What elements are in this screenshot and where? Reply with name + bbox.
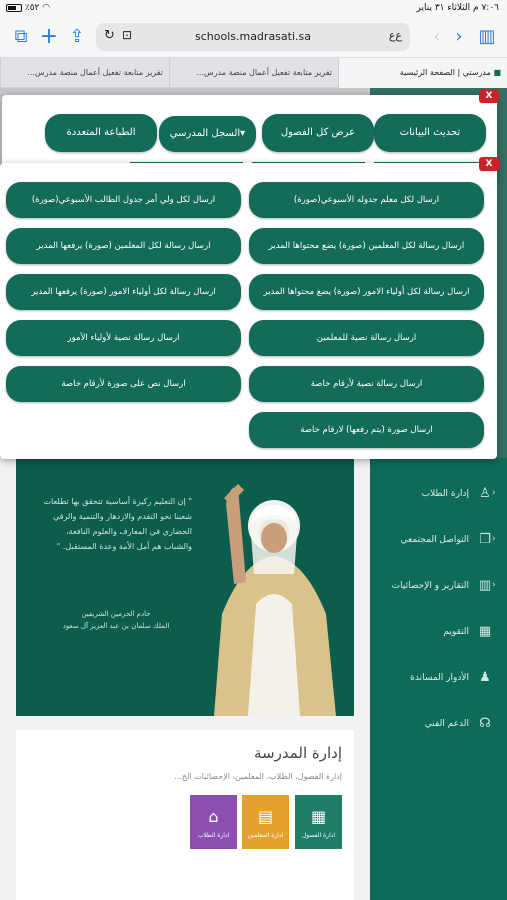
- calendar-icon: ▦: [310, 807, 327, 826]
- sidebar-item-label: التواصل المجتمعي: [400, 535, 469, 545]
- tile-teachers[interactable]: [242, 795, 289, 849]
- send-parents-image-compose-button[interactable]: ارسال رسالة لكل أولياء الامور (صورة) يضع محتواها المدير: [249, 274, 484, 310]
- close-popup-top-button[interactable]: X: [479, 89, 499, 103]
- sidebar-item-reports[interactable]: [370, 576, 507, 600]
- sidebar-item-student-management[interactable]: [370, 484, 507, 508]
- headset-icon: ☊: [479, 716, 491, 731]
- time-date: ٧:٠٦ م الثلاثاء ٣١ يناير: [416, 3, 499, 13]
- tile-students[interactable]: [190, 795, 237, 849]
- send-parents-text-button[interactable]: ارسال رسالة نصية لأولياء الأمور: [6, 320, 241, 356]
- sidebar-item-label: إدارة الطلاب: [421, 489, 469, 499]
- send-messages-popup: [0, 159, 497, 459]
- school-record-dropdown[interactable]: [159, 116, 256, 152]
- tile-label: ادارة الفصول: [301, 832, 336, 839]
- user-support-icon: ♟: [479, 670, 491, 685]
- tile-label: ادارة الطلاب: [197, 832, 230, 839]
- chevron-down-icon: ▾: [240, 128, 246, 139]
- document-icon: ▤: [257, 807, 274, 826]
- tab-bar: [0, 58, 507, 88]
- share-icon[interactable]: ⇪: [69, 26, 85, 47]
- sidebar-item-tech-support[interactable]: [370, 714, 507, 738]
- battery-icon: [6, 4, 22, 12]
- sidebar-item-label: التقارير و الإحصائيات: [391, 581, 469, 591]
- tab-label: مدرستي | الصفحة الرئيسية: [399, 68, 491, 77]
- forward-icon[interactable]: ‹: [433, 26, 441, 47]
- graduation-cap-icon: ⌂: [208, 807, 219, 826]
- url-text: schools.madrasati.sa: [194, 30, 311, 43]
- school-management-card: [16, 730, 354, 900]
- status-bar: [0, 0, 507, 18]
- calendar-icon: ▦: [478, 624, 492, 639]
- student-icon: ♙: [479, 486, 491, 501]
- tab-report-1[interactable]: [169, 58, 338, 88]
- sidebar-item-calendar[interactable]: [370, 622, 507, 646]
- multi-print-button[interactable]: الطباعة المتعددة: [45, 114, 157, 152]
- hero-banner: [16, 458, 354, 716]
- card-title: إدارة المدرسة: [253, 744, 342, 762]
- sidebar-item-label: التقويم: [443, 627, 469, 637]
- reload-icon[interactable]: ↻: [104, 28, 115, 43]
- sidebar-item-community[interactable]: [370, 530, 507, 554]
- send-teachers-image-upload-button[interactable]: ارسال رسالة لكل المعلمين (صورة) يرفعها المدير: [6, 228, 241, 264]
- tabs-overview-icon[interactable]: ⧉: [14, 26, 28, 47]
- chevron-left-icon: ‹: [492, 534, 496, 544]
- reader-aa-button[interactable]: ﻉﻉ: [388, 29, 402, 42]
- sidebar-toggle-icon[interactable]: ▥: [478, 26, 496, 47]
- address-bar[interactable]: [96, 23, 410, 51]
- system-indicators: [6, 3, 50, 13]
- send-parent-student-schedule-button[interactable]: ارسال لكل ولي أمر جدول الطالب الأسبوعي(صورة): [6, 182, 241, 218]
- view-all-classes-button[interactable]: عرض كل الفصول: [262, 114, 374, 152]
- new-tab-icon[interactable]: +: [39, 24, 59, 49]
- send-text-on-image-custom-button[interactable]: ارسال نص على صورة لأرقام خاصة: [6, 366, 241, 402]
- hero-signature: [56, 608, 176, 632]
- wifi-icon: ◠: [42, 3, 51, 13]
- chat-icon: ❐: [479, 532, 491, 547]
- sidebar-item-label: الدعم الفني: [424, 719, 469, 729]
- signature-title: خادم الحرمين الشريفين: [81, 610, 151, 618]
- dropdown-label: السجل المدرسي: [169, 128, 241, 139]
- battery-percent: ٪٥٢: [24, 3, 40, 13]
- signature-name: الملك سلمان بن عبد العزيز آل سعود: [62, 622, 170, 630]
- extensions-icon[interactable]: ⊡: [122, 28, 133, 42]
- king-portrait-image: [204, 464, 344, 716]
- send-parents-image-upload-button[interactable]: ارسال رسالة لكل أولياء الامور (صورة) يرفعها المدير: [6, 274, 241, 310]
- tab-favicon: ■: [493, 68, 501, 77]
- tile-label: ادارة المعلمين: [247, 832, 284, 839]
- chart-icon: ▥: [478, 578, 492, 593]
- sidebar-item-label: الأدوار المساندة: [410, 673, 469, 683]
- card-subtitle: إدارة الفصول، الطلاب، المعلمين، الإحصائيات الخ...: [174, 772, 342, 781]
- sidebar-item-support-roles[interactable]: [370, 668, 507, 692]
- tab-report-2[interactable]: [0, 58, 169, 88]
- chevron-left-icon: ‹: [492, 580, 496, 590]
- back-icon[interactable]: ›: [455, 26, 463, 47]
- refresh-data-button[interactable]: تحديث البيانات: [374, 114, 486, 152]
- actions-popup-top: [2, 91, 497, 170]
- tile-classes[interactable]: [295, 795, 342, 849]
- send-custom-numbers-text-button[interactable]: ارسال رسالة نصية لأرقام خاصة: [249, 366, 484, 402]
- send-teachers-image-compose-button[interactable]: ارسال رسالة لكل المعلمين (صورة) يضع محتواها المدير: [249, 228, 484, 264]
- tab-madrasati-home[interactable]: [338, 58, 507, 88]
- send-uploaded-image-custom-button[interactable]: ارسال صورة (يتم رفعها) لارقام خاصة: [249, 412, 484, 448]
- send-teachers-text-button[interactable]: ارسال رسالة نصية للمعلمين: [249, 320, 484, 356]
- hero-quote: " إن التعليم ركيزة أساسية تتحقق بها تطلعات شعبنا نحو التقدم والازدهار والتنمية والرقي الحضاري في المعارف والعلوم النافعة، والشباب هم أمل الأمة وعدة المستقبل. ": [43, 497, 192, 551]
- chevron-left-icon: ‹: [492, 488, 496, 498]
- browser-toolbar: [0, 18, 507, 58]
- send-teacher-weekly-schedule-button[interactable]: ارسال لكل معلم جدوله الأسبوعي(صورة): [249, 182, 484, 218]
- tab-label: تقرير متابعة تفعيل أعمال منصة مدرس...: [27, 68, 163, 77]
- close-popup-main-button[interactable]: X: [479, 157, 499, 171]
- tab-label: تقرير متابعة تفعيل أعمال منصة مدرس...: [196, 68, 332, 77]
